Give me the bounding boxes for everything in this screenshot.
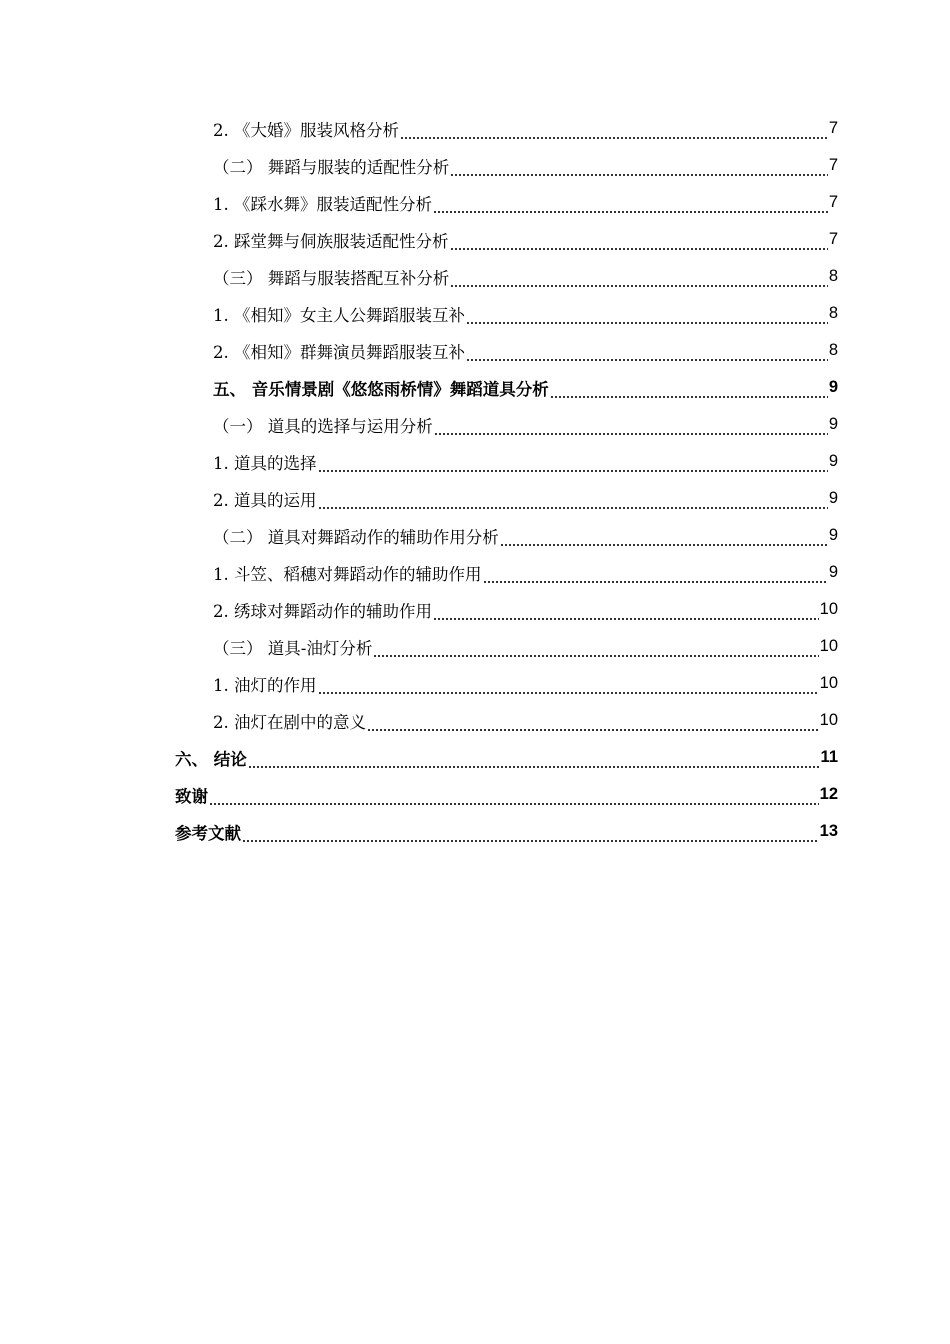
- toc-entry-page: 9: [828, 526, 838, 544]
- toc-entry-title: 1. 《踩水舞》服装适配性分析: [213, 194, 432, 214]
- toc-entry-page: 8: [828, 304, 838, 322]
- dot-leader: [209, 789, 819, 806]
- toc-entry-page: 9: [828, 415, 838, 433]
- toc-entry-title: 1. 《相知》女主人公舞蹈服装互补: [213, 305, 465, 325]
- toc-entry[interactable]: [0, 221, 950, 258]
- toc-entry-page: 7: [828, 156, 838, 174]
- toc-entry[interactable]: [0, 369, 950, 406]
- dot-leader: [433, 604, 819, 621]
- toc-entry-title: （三） 道具-油灯分析: [213, 638, 373, 658]
- toc-entry-title: 2. 《相知》群舞演员舞蹈服装互补: [213, 342, 465, 362]
- dot-leader: [373, 641, 818, 658]
- toc-entry-page: 10: [819, 711, 838, 729]
- dot-leader: [450, 234, 828, 251]
- dot-leader: [400, 123, 828, 140]
- toc-entry[interactable]: [0, 517, 950, 554]
- toc-entry[interactable]: [0, 665, 950, 702]
- toc-entry-title: （二） 舞蹈与服装的适配性分析: [213, 157, 450, 177]
- toc-entry[interactable]: [0, 147, 950, 184]
- toc-entry[interactable]: [0, 110, 950, 147]
- toc-entry[interactable]: [0, 739, 950, 776]
- dot-leader: [483, 567, 828, 584]
- toc-entry[interactable]: [0, 295, 950, 332]
- toc-entry[interactable]: [0, 702, 950, 739]
- toc-entry-title: 2. 道具的运用: [213, 490, 317, 510]
- toc-entry[interactable]: [0, 628, 950, 665]
- toc-entry-page: 9: [828, 378, 838, 396]
- toc-entry-title: （一） 道具的选择与运用分析: [213, 416, 433, 436]
- dot-leader: [466, 308, 828, 325]
- dot-leader: [433, 197, 828, 214]
- toc-entry-page: 9: [828, 452, 838, 470]
- toc-entry-page: 10: [819, 637, 838, 655]
- dot-leader: [248, 752, 820, 769]
- toc-entry-title: 1. 油灯的作用: [213, 675, 317, 695]
- dot-leader: [450, 160, 828, 177]
- toc-entry-title: 2. 油灯在剧中的意义: [213, 712, 366, 732]
- toc-entry-page: 12: [819, 785, 838, 803]
- dot-leader: [434, 419, 828, 436]
- toc-entry-title: 2. 《大婚》服装风格分析: [213, 120, 399, 140]
- toc-entry-title: 2. 绣球对舞蹈动作的辅助作用: [213, 601, 432, 621]
- toc-entry-page: 7: [828, 230, 838, 248]
- toc-entry[interactable]: [0, 591, 950, 628]
- toc-entry-page: 8: [828, 341, 838, 359]
- toc-entry-page: 13: [819, 822, 838, 840]
- dot-leader: [466, 345, 828, 362]
- dot-leader: [500, 530, 828, 547]
- toc-entry[interactable]: [0, 776, 950, 813]
- toc-entry-page: 9: [828, 489, 838, 507]
- toc-entry-page: 10: [819, 600, 838, 618]
- dot-leader: [318, 493, 828, 510]
- dot-leader: [318, 456, 828, 473]
- dot-leader: [242, 826, 819, 843]
- toc-entry-page: 7: [828, 119, 838, 137]
- dot-leader: [550, 382, 828, 399]
- toc-entry[interactable]: [0, 554, 950, 591]
- toc-entry-title: 参考文献: [175, 823, 241, 843]
- dot-leader: [318, 678, 819, 695]
- dot-leader: [450, 271, 828, 288]
- table-of-contents: [0, 110, 950, 850]
- toc-entry-page: 11: [820, 748, 838, 766]
- toc-entry[interactable]: [0, 813, 950, 850]
- toc-entry-title: （三） 舞蹈与服装搭配互补分析: [213, 268, 450, 288]
- toc-entry-title: 2. 踩堂舞与侗族服装适配性分析: [213, 231, 449, 251]
- toc-entry-page: 10: [819, 674, 838, 692]
- toc-entry-page: 8: [828, 267, 838, 285]
- toc-entry-title: 六、 结论: [175, 749, 247, 769]
- toc-entry[interactable]: [0, 480, 950, 517]
- toc-entry-title: （二） 道具对舞蹈动作的辅助作用分析: [213, 527, 499, 547]
- toc-entry-title: 1. 道具的选择: [213, 453, 317, 473]
- toc-entry-page: 9: [828, 563, 838, 581]
- toc-entry[interactable]: [0, 332, 950, 369]
- toc-entry-page: 7: [828, 193, 838, 211]
- toc-entry[interactable]: [0, 258, 950, 295]
- dot-leader: [367, 715, 819, 732]
- toc-entry[interactable]: [0, 184, 950, 221]
- toc-entry[interactable]: [0, 443, 950, 480]
- toc-entry[interactable]: [0, 406, 950, 443]
- toc-entry-title: 1. 斗笠、稻穗对舞蹈动作的辅助作用: [213, 564, 482, 584]
- toc-entry-title: 五、 音乐情景剧《悠悠雨桥情》舞蹈道具分析: [213, 379, 549, 399]
- toc-entry-title: 致谢: [175, 786, 208, 806]
